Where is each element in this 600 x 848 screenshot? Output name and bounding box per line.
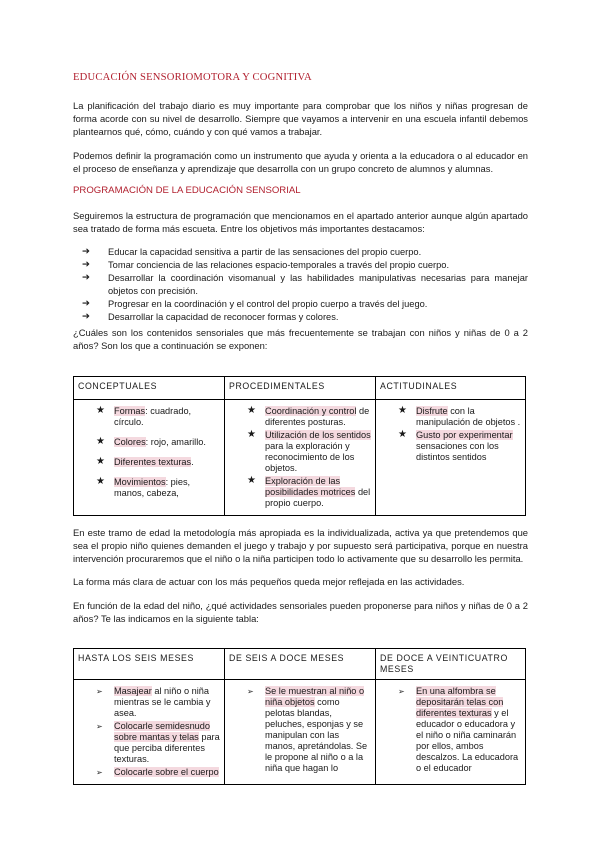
activities-table (73, 648, 526, 785)
arrow-icon: ➔ (82, 246, 90, 257)
objective-item: ➔ Desarrollar la coordinación visomanual y las habilidades manipulativas necesarias para manejar objetos con precisión. (82, 271, 528, 296)
objective-item: ➔ Progresar en la coordinación y el control del propio cuerpo a través del juego. (82, 297, 428, 309)
triangle-bullet-icon: ➢ (247, 687, 254, 696)
activities-question: En función de la edad del niño, ¿qué actividades sensoriales pueden proponerse para niños y niñas de 0 a 2 años? Te las indicamos en la siguiente tabla: (73, 600, 528, 625)
conceptuales-cell (74, 400, 225, 516)
section-intro: Seguiremos la estructura de programación que mencionamos en el apartado anterior aunque algún apartado sea tratado de forma más escueta. Entre los objetivos más importantes destacamos: (73, 210, 528, 235)
objective-item: ➔ Desarrollar la capacidad de reconocer formas y colores. (82, 310, 339, 322)
triangle-bullet-icon: ➢ (96, 687, 103, 696)
arrow-icon: ➔ (82, 258, 90, 270)
list-item: ★ Colores: rojo, amarillo. (96, 436, 206, 447)
intro-paragraph-2: Podemos definir la programación como un instrumento que ayuda y orienta a la educadora o al educador en el proceso de enseñanza y aprendizaje que desarrolla con un grupo concreto de alumnos y alumnas. (73, 150, 528, 175)
document-title: EDUCACIÓN SENSORIOMOTORA Y COGNITIVA (73, 72, 312, 83)
objective-item: ➔ Educar la capacidad sensitiva a partir de las sensaciones del propio cuerpo. (82, 246, 422, 257)
header-actitudinales: ACTITUDINALES (376, 377, 526, 400)
header-0-6-months: HASTA LOS SEIS MESES (74, 649, 225, 680)
list-item: ★ Formas: cuadrado, círculo. (96, 405, 192, 427)
star-icon: ★ (96, 456, 105, 467)
triangle-bullet-icon: ➢ (398, 687, 405, 696)
arrow-icon: ➔ (82, 310, 90, 322)
star-icon: ★ (96, 436, 105, 447)
activities-6-12-cell (225, 680, 376, 785)
list-item: ★ Exploración de las posibilidades motrices del propio cuerpo. (247, 475, 371, 508)
objective-item: ➔ Tomar conciencia de las relaciones espacio-temporales a través del propio cuerpo. (82, 258, 450, 270)
actitudinales-cell (376, 400, 526, 516)
list-item: ★ Movimientos: pies, manos, cabeza, (96, 476, 191, 498)
procedimentales-cell (225, 400, 376, 516)
activities-12-24-cell (376, 680, 526, 785)
star-icon: ★ (398, 405, 407, 416)
objectives-list (82, 246, 528, 323)
list-item: ★ Coordinación y control de diferentes posturas. (247, 405, 370, 427)
activities-intro: La forma más clara de actuar con los más pequeños queda mejor reflejada en las actividades. (73, 576, 465, 587)
list-item: ➢ Masajear al niño o niña mientras se le cambia y asea. (96, 686, 211, 718)
star-icon: ★ (96, 476, 105, 487)
list-item: ➢ Se le muestran al niño o niña objetos como pelotas blandas, peluches, esponjas y se manipulan con las manos, apretándolas. Se le propone al niño o a la niña que hagan lo (247, 686, 368, 773)
list-item: ★ Gusto por experimentar sensaciones con los distintos sentidos (398, 429, 513, 462)
list-item: ★ Utilización de los sentidos para la exploración y reconocimiento de los objetos. (247, 429, 371, 473)
contents-question: ¿Cuáles son los contenidos sensoriales que más frecuentemente se trabajan con niños y niñas de 0 a 2 años? Son los que a continuación se exponen: (73, 327, 528, 352)
star-icon: ★ (247, 475, 256, 486)
contents-table (73, 376, 526, 516)
star-icon: ★ (247, 405, 256, 416)
intro-paragraph-1: La planificación del trabajo diario es muy importante para comprobar que los niños y niñas progresan de forma acorde con su nivel de desarrollo. Siempre que vayamos a intervenir en una escuela infantil debemos plantearnos qué, cómo, cuándo y con qué vamos a trabajar. (73, 100, 528, 138)
section-title: PROGRAMACIÓN DE LA EDUCACIÓN SENSORIAL (73, 185, 301, 196)
list-item: ★ Disfrute con la manipulación de objetos . (398, 405, 521, 427)
activities-0-6-cell (74, 680, 225, 785)
list-item: ➢ En una alfombra se depositarán telas con diferentes texturas y el educador o educadora y el niño o niña caminarán por ellos, ambos descalzos. La educadora o el educador (398, 686, 519, 773)
star-icon: ★ (247, 429, 256, 440)
arrow-icon: ➔ (82, 297, 90, 309)
header-12-24-months: DE DOCE A VEINTICUATRO MESES (376, 649, 526, 680)
methodology-paragraph: En este tramo de edad la metodología más apropiada es la individualizada, activa ya que pretendemos que sea el propio niño quienes demanden el juego y trabajo y por supuesto será participativa, porque en nuestra intervención procuraremos que el niño o la niña participen todo lo activamente que su desarrollo les permita. (73, 527, 528, 565)
triangle-bullet-icon: ➢ (96, 722, 103, 731)
triangle-bullet-icon: ➢ (96, 768, 103, 777)
star-icon: ★ (398, 429, 407, 440)
header-procedimentales: PROCEDIMENTALES (225, 377, 376, 400)
header-6-12-months: DE SEIS A DOCE MESES (225, 649, 376, 680)
header-conceptuales: CONCEPTUALES (74, 377, 225, 400)
arrow-icon: ➔ (82, 271, 90, 283)
list-item: ➢ Colocarle semidesnudo sobre mantas y telas para que perciba diferentes texturas. (96, 721, 220, 764)
star-icon: ★ (96, 405, 105, 416)
list-item: ★ Diferentes texturas. (96, 456, 194, 467)
list-item: ➢ Colocarle sobre el cuerpo (96, 767, 219, 777)
